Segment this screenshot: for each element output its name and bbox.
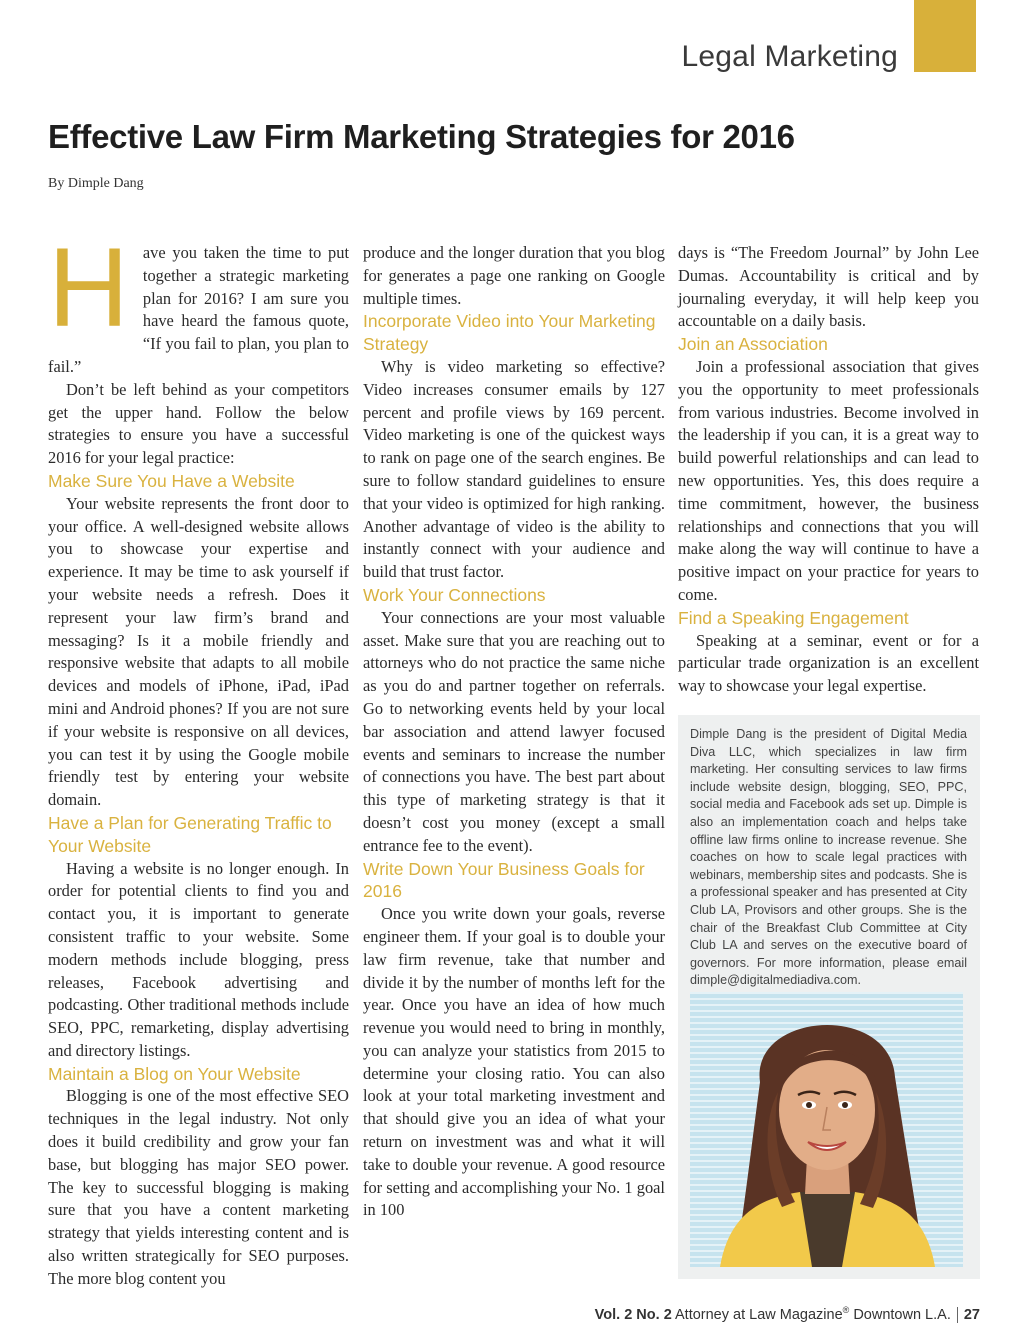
- section-heading: Have a Plan for Generating Traffic to Your Website: [48, 812, 332, 856]
- page-footer: [595, 1305, 980, 1323]
- article-column-1: [48, 225, 349, 1291]
- section-heading: Join an Association: [678, 334, 828, 355]
- section-heading: Incorporate Video into Your Marketing Strategy: [363, 311, 656, 355]
- drop-cap: H: [48, 225, 129, 350]
- registered-mark: ®: [842, 1305, 850, 1315]
- footer-divider: [957, 1307, 958, 1323]
- edition-name: Downtown L.A.: [853, 1306, 951, 1323]
- paragraph: produce and the longer duration that you blog for generates a page one ranking on Google multiple times.: [363, 243, 665, 308]
- header-accent-block: [914, 0, 976, 72]
- paragraph: Speaking at a seminar, event or for a particular trade organization is an excellent way to showcase your legal expertise.: [678, 630, 979, 696]
- paragraph: Join a professional association that gives you the opportunity to meet professionals from various industries. Become involved in the leadership if you can, it is a great way to build powerful relationships and can lead to new opportunities. Yes, this does require a time commitment, however, the business relationships and connections that you will make along the way will continue to have a positive impact on your practice for years to come.: [678, 356, 979, 604]
- paragraph: ave you taken the time to put together a strategic marketing plan for 2016? I am sure you have heard the famous quote, “If you fail to plan, you plan to fail.”: [48, 243, 349, 376]
- paragraph: Why is video marketing so effective? Video increases consumer emails by 127 percent and profile views by 169 percent. Video marketing is one of the quickest ways to rank on page one of the search engines. Be sure to follow standard guidelines to ensure that your video is optimized for high ranking. Another advantage of video is the ability to instantly connect with your audience and build that trust factor.: [363, 356, 665, 582]
- paragraph: days is “The Freedom Journal” by John Lee Dumas. Accountability is critical and by journaling everyday, it will help keep you accountable on a daily basis.: [678, 243, 979, 331]
- section-heading: Write Down Your Business Goals for 2016: [363, 858, 645, 902]
- paragraph: Your connections are your most valuable asset. Make sure that you are reaching out to attorneys who do not practice the same niche as you do and partner together on referrals. Go to networking events held by your local bar association and attend lawyer focused events and seminars to increase the number of connections you have. The best part about this type of marketing strategy is that it doesn’t cost you money (except a small entrance fee to the event).: [363, 607, 665, 855]
- section-heading: Make Sure You Have a Website: [48, 470, 295, 491]
- article-title: Effective Law Firm Marketing Strategies for 2016: [48, 118, 795, 155]
- paragraph: Once you write down your goals, reverse engineer them. If your goal is to double your law firm revenue, take that number and divide it by the number of months left for the year. Once you have an idea of how much revenue you would need to bring in monthly, you can analyze your statistics from 2015 to determine your closing ratio. You can also look at your total marketing investment and that should give you an idea of what your return on investment was and what it will take to double your revenue. A good resource for setting and accomplishing your No. 1 goal in 100: [363, 904, 665, 1220]
- paragraph: Don’t be left behind as your competitors get the upper hand. Follow the below strategies to ensure you have a successful 2016 for your legal practice:: [48, 379, 349, 468]
- paragraph: Blogging is one of the most effective SEO techniques in the legal industry. Not only does it build credibility and grow your fan base, but blogging has major SEO power. The key to successful blogging is making sure that you have a content marketing strategy that yields interesting content and is also written strategically for SEO purposes. The more blog content you: [48, 1086, 349, 1288]
- section-heading: Find a Speaking Engagement: [678, 607, 909, 628]
- section-heading: Work Your Connections: [363, 584, 546, 605]
- paragraph: Your website represents the front door to your office. A well-designed website allows you to showcase your expertise and experience. It may be time to ask yourself if your website needs a refresh. Does it represent your law firm’s brand and messaging? Is it a mobile friendly and responsive website that adapts to all mobile devices and models of iPhone, iPad, iPad mini and Android phones? If you are not sure if your website is responsive on all devices, you can test it by using the Google mobile friendly test by entering your website domain.: [48, 493, 349, 810]
- section-heading: Maintain a Blog on Your Website: [48, 1063, 301, 1084]
- author-bio-text: Dimple Dang is the president of Digital Media Diva LLC, which specializes in law firm marketing. Her consulting services to law firms include website design, blogging, SEO, PPC, social media and Facebook ads set up. Dimple is also an implementation coach and helps take offline law firms online to increase revenue. She coaches on how to scale legal practices with webinars, membership sites and podcasts. She is a professional speaker and has presented at City Club LA, Provisors and other groups. She is the chair of the Breakfast Club Committee at City Club LA and serves on the executive board of governors. For more information, please email dimple@digitalmediadiva.com.: [690, 727, 967, 988]
- magazine-name: Attorney at Law Magazine: [675, 1306, 843, 1323]
- section-label: Legal Marketing: [681, 40, 898, 73]
- paragraph: Having a website is no longer enough. In order for potential clients to find you and contact you, it is important to generate consistent traffic to your website. Some modern methods include blogging, press releases, Facebook advertising and podcasting. Other traditional methods include SEO, PPC, remarketing, display advertising and directory listings.: [48, 858, 349, 1060]
- article-byline: By Dimple Dang: [48, 176, 144, 191]
- author-photo: [690, 992, 963, 1267]
- page-number: 27: [963, 1306, 980, 1323]
- author-bio-box: [678, 715, 980, 1279]
- article-column-3: [678, 242, 979, 698]
- article-column-2: [363, 242, 665, 1222]
- issue-volume: Vol. 2 No. 2: [594, 1306, 672, 1323]
